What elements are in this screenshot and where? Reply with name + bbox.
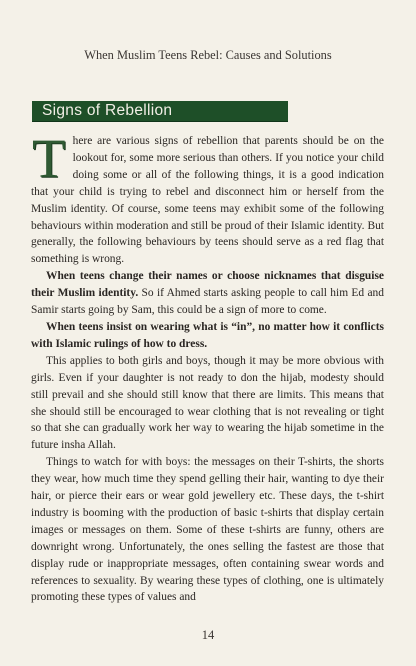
paragraph-2-text: So if Ahmed starts asking people to call him Ed and Samir starts going by Sam, this could be a sign of more to come.	[31, 287, 384, 317]
paragraph-1	[31, 128, 384, 268]
paragraph-5	[31, 454, 384, 606]
paragraph-4-text: This applies to both girls and boys, though it may be more obvious with girls. Even if your daughter is not ready to don the hijab, modesty should still prevail and she should still know that there are limits. This means that she should still be encouraged to wear clothing that is not revealing or tight so that she can gradually work her way to wearing the hijab sometime in the future insha Allah.	[31, 354, 384, 452]
running-head: When Muslim Teens Rebel: Causes and Solutions	[84, 48, 332, 62]
paragraph-5-text: Things to watch for with boys: the messages on their T-shirts, the shorts they wear, how much time they spend gelling their hair, wanting to dye their hair, or pierce their ears or wear gold jewellery etc. These days, the t-shirt industry is booming with the production of basic t-shirts that display certain images or messages on them. Some of these t-shirts are funny, others are downright wrong. Unfortunately, the ones selling the fastest are those that display rude or inappropriate messages, often containing swear words and references to sexuality. By wearing these types of clothing, one is ultimately promoting these types of values and	[31, 456, 384, 604]
paragraph-3	[31, 319, 384, 353]
paragraph-2-heading: When teens change their names or choose nicknames that disguise their Muslim identity.	[31, 270, 384, 300]
section-title: Signs of Rebellion	[42, 102, 173, 119]
section-title-bar	[32, 101, 288, 122]
drop-cap: T	[32, 128, 66, 189]
page-number: 14	[201, 628, 215, 642]
paragraph-2	[31, 268, 384, 319]
paragraph-1-text: here are various signs of rebellion that parents should be on the lookout for, some more serious than others. If you notice your child doing some or all of the following things, it is a good indication that your child is trying to rebel and disconnect him or herself from the Muslim identity. Of course, some teens may exhibit some of the following behaviours within moderation and still be proud of their Islamic identity. But generally, the following behaviours by teens should serve as a red flag that something is wrong.	[31, 135, 384, 266]
body-text	[31, 128, 384, 606]
paragraph-3-heading: When teens insist on wearing what is “in”, no matter how it conflicts with Islamic rulings of how to dress.	[31, 320, 384, 350]
paragraph-4	[31, 353, 384, 454]
